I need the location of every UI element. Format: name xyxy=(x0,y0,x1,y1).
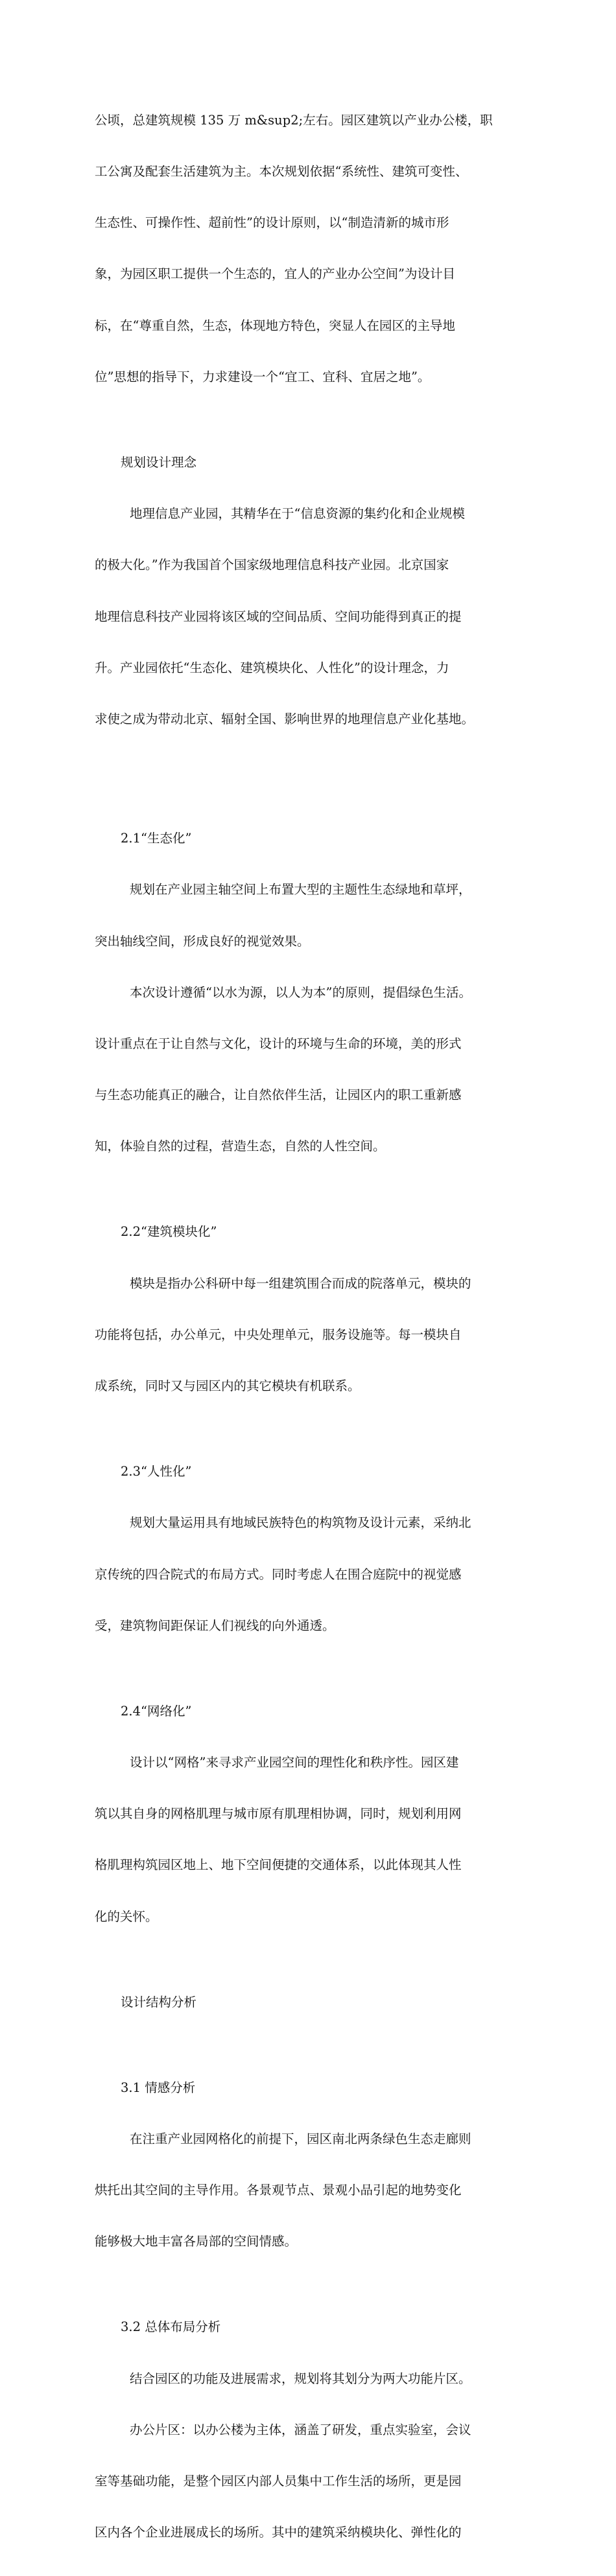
text-line: 求使之成为带动北京、辐射全国、影响世界的地理信息产业化基地。 xyxy=(95,712,475,727)
text-line: 设计以“网格”来寻求产业园空间的理性化和秩序性。园区建 xyxy=(130,1755,459,1770)
section-3 xyxy=(95,1960,528,2045)
text-line: 知，体验自然的过程，营造生态，自然的人性空间。 xyxy=(95,1139,386,1154)
text-line: 室等基础功能，是整个园区内部人员集中工作生活的场所，更是园 xyxy=(95,2474,462,2489)
text-line: 受，建筑物间距保证人们视线的向外通透。 xyxy=(95,1618,335,1633)
section-2-2 xyxy=(95,1190,528,1430)
section-heading: 2.2“建筑模块化” xyxy=(121,1224,217,1240)
text-line: 工公寓及配套生活建筑为主。本次规划依据“系统性、建筑可变性、 xyxy=(95,164,468,180)
section-heading: 3.1 情感分析 xyxy=(121,2080,196,2095)
section-3-2 xyxy=(95,2285,528,2576)
text-line: 筑以其自身的网格肌理与城市原有肌理相协调，同时，规划利用网 xyxy=(95,1806,462,1822)
section-heading: 规划设计理念 xyxy=(121,454,197,470)
text-line: 本次设计遵循“以水为源，以人为本”的原则，提倡绿色生活。 xyxy=(130,984,471,1000)
text-line: 成系统，同时又与园区内的其它模块有机联系。 xyxy=(95,1378,361,1394)
section-heading: 设计结构分析 xyxy=(121,1994,197,2010)
text-line: 化的关怀。 xyxy=(95,1909,158,1924)
text-line: 京传统的四合院式的布局方式。同时考虑人在围合庭院中的视觉感 xyxy=(95,1566,462,1582)
text-line: 办公片区：以办公楼为主体，涵盖了研发，重点实验室，会议 xyxy=(130,2422,471,2437)
text-line: 位”思想的指导下，力求建设一个“宜工、宜科、宜居之地”。 xyxy=(95,369,431,384)
section-2-1 xyxy=(95,796,528,1189)
text-line: 突出轴线空间，形成良好的视觉效果。 xyxy=(95,933,310,949)
section-2-3 xyxy=(95,1429,528,1669)
concept-section xyxy=(95,420,528,762)
section-3-1 xyxy=(95,2045,528,2285)
text-line: 公顷，总建筑规模 135 万 m&sup2;左右。园区建筑以产业办公楼，职 xyxy=(95,112,493,128)
section-heading: 3.2 总体布局分析 xyxy=(121,2319,221,2335)
text-line: 生态性、可操作性、超前性”的设计原则，以“制造清新的城市形 xyxy=(95,215,449,231)
text-line: 规划大量运用具有地域民族特色的构筑物及设计元素，采纳北 xyxy=(130,1515,471,1531)
text-line: 与生态功能真正的融合，让自然依伴生活，让园区内的职工重新感 xyxy=(95,1087,462,1103)
text-line: 结合园区的功能及进展需求，规划将其划分为两大功能片区。 xyxy=(130,2371,471,2386)
text-line: 模块是指办公科研中每一组建筑围合而成的院落单元，模块的 xyxy=(130,1275,471,1291)
text-line: 规划在产业园主轴空间上布置大型的主题性生态绿地和草坪， xyxy=(130,882,471,898)
intro-paragraph xyxy=(95,78,528,420)
text-line: 的极大化。”作为我国首个国家级地理信息科技产业园。北京国家 xyxy=(95,557,449,573)
section-heading: 2.3“人性化” xyxy=(121,1464,192,1479)
text-line: 升。产业园依托“生态化、建筑模块化、人性化”的设计理念，力 xyxy=(95,660,449,675)
document-page xyxy=(95,78,528,2576)
text-line: 地理信息科技产业园将该区域的空间品质、空间功能得到真正的提 xyxy=(95,609,462,624)
text-line: 区内各个企业进展成长的场所。其中的建筑采纳模块化、弹性化的 xyxy=(95,2525,462,2540)
section-heading: 2.4“网络化” xyxy=(121,1703,192,1719)
text-line: 能够极大地丰富各局部的空间情感。 xyxy=(95,2234,298,2249)
text-line: 在注重产业园网格化的前提下，园区南北两条绿色生态走廊则 xyxy=(130,2131,471,2146)
text-line: 格肌理构筑园区地上、地下空间便捷的交通体系，以此体现其人性 xyxy=(95,1857,462,1873)
text-line: 烘托出其空间的主导作用。各景观节点、景观小品引起的地势变化 xyxy=(95,2183,462,2198)
text-line: 象，为园区职工提供一个生态的，宜人的产业办公空间”为设计目 xyxy=(95,266,455,282)
blank-spacer xyxy=(95,762,528,796)
text-line: 设计重点在于让自然与文化，设计的环境与生命的环境，美的形式 xyxy=(95,1036,462,1051)
text-line: 标，在“尊重自然，生态，体现地方特色，突显人在园区的主导地 xyxy=(95,318,455,333)
section-heading: 2.1“生态化” xyxy=(121,831,192,846)
text-line: 地理信息产业园，其精华在于“信息资源的集约化和企业规模 xyxy=(130,506,465,522)
section-2-4 xyxy=(95,1669,528,1960)
text-line: 功能将包括，办公单元，中央处理单元，服务设施等。每一模块自 xyxy=(95,1327,462,1342)
